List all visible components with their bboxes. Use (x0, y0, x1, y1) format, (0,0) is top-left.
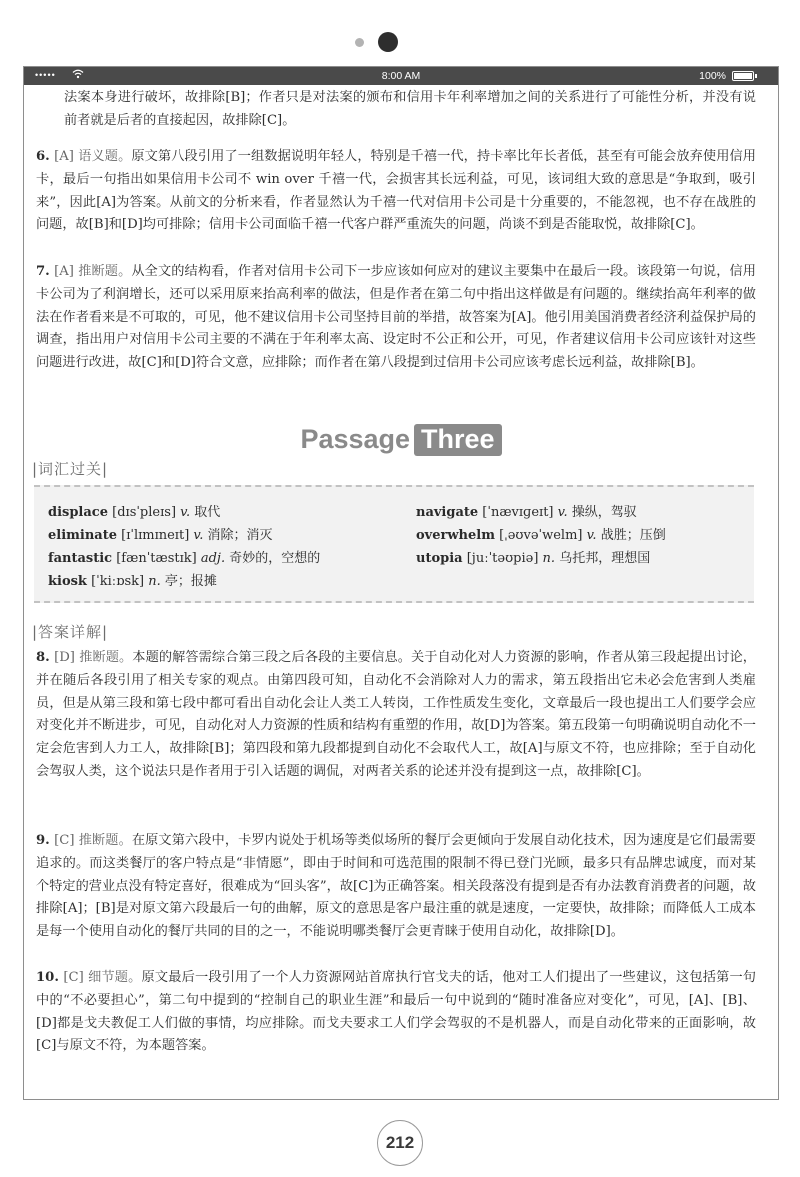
answer-7 (36, 261, 756, 375)
answer-text: 原文最后一段引用了一个人力资源网站首席执行官戈夫的话，他对工人们提出了一些建议，这包括第一句中的“不必要担心”，第二句中提到的“控制自己的职业生涯”和最后一句中说到的“随时准备应对变化”，可见，[A]、[B]、[D]都是戈夫教促工人们做的事情，均应排除。而戈夫要求工人们学会驾驭的不是机器人，而是自动化带来的正面影响，故[C]与原文不符，为本题答案。 (36, 970, 756, 1054)
page-number-badge: 212 (377, 1120, 423, 1166)
vocab-left-column (48, 501, 320, 593)
vocab-right-column (416, 501, 666, 570)
answer-tag: [C] 推断题。 (54, 833, 132, 848)
vocab-entry: navigate [ˈnævɪɡeɪt] v. 操纵，驾驭 (416, 505, 637, 520)
answer-9 (36, 830, 756, 944)
vocab-entry: fantastic [fænˈtæstɪk] adj. 奇妙的，空想的 (48, 551, 321, 566)
answer-6 (36, 146, 756, 237)
continuation-paragraph: 法案本身进行破坏，故排除[B]；作者只是对法案的颁布和信用卡年利率增加之间的关系进行了可能性分析，并没有说前者就是后者的直接起因，故排除[C]。 (64, 90, 756, 128)
answer-tag: [C] 细节题。 (63, 970, 142, 985)
sensor-dot (355, 38, 364, 47)
answer-tag: [A] 推断题。 (54, 264, 132, 279)
vocab-entry: kiosk [ˈkiːɒsk] n. 亭；报摊 (48, 574, 217, 589)
signal-icon: ••••• (35, 70, 56, 80)
answer-text: 本题的解答需综合第三段之后各段的主要信息。关于自动化对人力资源的影响，作者从第三段起提出讨论，并在随后各段引用了相关专家的观点。由第四段可知，自动化不会消除对人力的需求，第五段指出它未必会危害到人类雇员，但是从第三段和第七段中都可看出自动化会让人类工人转岗，工作性质发生变化，文章最后一段也提出工人们要学会应对变化并不断进步，可见，自动化对人力资源的性质和结构有重塑的作用，故[D]为答案。第五段第一句明确说明自动化不一定会危害到人力工人，故排除[B]；第四段和第九段都提到自动化不会取代人工，故[A]与原文不符，也应排除；至于自动化会驾驭人类，这个说法只是作者用于引入话题的调侃，对两者关系的论述并没有提到这一点，故排除[C]。 (36, 650, 756, 779)
question-number: 9. (36, 833, 50, 848)
device-top-bezel (0, 0, 800, 66)
passage-title (24, 424, 778, 456)
tablet-screen (23, 66, 779, 1100)
question-number: 10. (36, 970, 59, 985)
question-number: 7. (36, 264, 50, 279)
battery-icon (732, 71, 754, 81)
answer-text: 从全文的结构看，作者对信用卡公司下一步应该如何应对的建议主要集中在最后一段。该段第一句说，信用卡公司为了利润增长，还可以采用原来抬高利率的做法，但是作者在第二句中指出这样做是有问题的。继续抬高年利率的做法在作者看来是不可取的，可见，他不建议信用卡公司坚持目前的举措，故答案为[A]。他引用美国消费者经济利益保护局的调查，指出用户对信用卡公司主要的不满在于年利率太高、设定时不公正和公开，可见，作者建议信用卡公司应该针对这些问题进行改进，故[C]和[D]符合文意，应排除；而作者在第八段提到过信用卡公司应该考虑长远利益，故排除[B]。 (36, 264, 756, 371)
battery-percent: 100% (699, 70, 726, 82)
status-bar (24, 67, 778, 85)
passage-badge: Three (414, 424, 502, 456)
answer-text: 在原文第六段中，卡罗内说处于机场等类似场所的餐厅会更倾向于发展自动化技术，因为速度是它们最需要追求的。而这类餐厅的客户特点是“非情愿”，即由于时间和可选范围的限制不得已登门光顾，最多只有品牌忠诚度，而对某个特定的营业点没有特定喜好，很难成为“回头客”，故[C]为正确答案。相关段落没有提到是否有办法教育消费者的问题，故排除[A]；[B]是对原文第六段最后一句的曲解，原文的意思是客户最注重的就是速度，一定要快，故排除；而降低人工成本是每一个使用自动化的餐厅共同的目的之一，不能说明哪类餐厅会更青睐于使用自动化，故排除[D]。 (36, 833, 756, 940)
vocab-entry: overwhelm [ˌəʊvəˈwelm] v. 战胜；压倒 (416, 528, 666, 543)
camera-icon (378, 32, 398, 52)
answer-tag: [D] 推断题。 (54, 650, 133, 665)
question-number: 6. (36, 149, 50, 164)
vocab-entry: displace [dɪsˈpleɪs] v. 取代 (48, 505, 221, 520)
vocab-entry: utopia [juːˈtəʊpiə] n. 乌托邦，理想国 (416, 551, 651, 566)
page-number (0, 1133, 800, 1177)
answer-10 (36, 967, 756, 1058)
vocab-box (34, 485, 754, 603)
vocab-entry: eliminate [ɪˈlɪmɪneɪt] v. 消除；消灭 (48, 528, 273, 543)
status-time: 8:00 AM (381, 70, 421, 82)
answer-tag: [A] 语义题。 (54, 149, 132, 164)
passage-word: Passage (300, 424, 411, 454)
vocab-heading: |词汇过关| (32, 460, 109, 478)
question-number: 8. (36, 650, 50, 665)
answers-heading: |答案详解| (32, 623, 109, 641)
answer-8 (36, 647, 756, 784)
answer-text: 原文第八段引用了一组数据说明年轻人，特别是千禧一代，持卡率比年长者低，甚至有可能会放弃使用信用卡，最后一句指出如果信用卡公司不 win over 千禧一代，会损害其长远利益，可见，该词组大致的意思是“争取到，吸引来”，因此[A]为答案。从前文的分析来看，作者显然认为千禧一代对信用卡公司是十分重要的，不能忽视，也不存在战胜的问题，故[B]和[D]均可排除；信用卡公司面临千禧一代客户群严重流失的问题，尚谈不到是否能取悦，故排除[C]。 (36, 149, 756, 233)
